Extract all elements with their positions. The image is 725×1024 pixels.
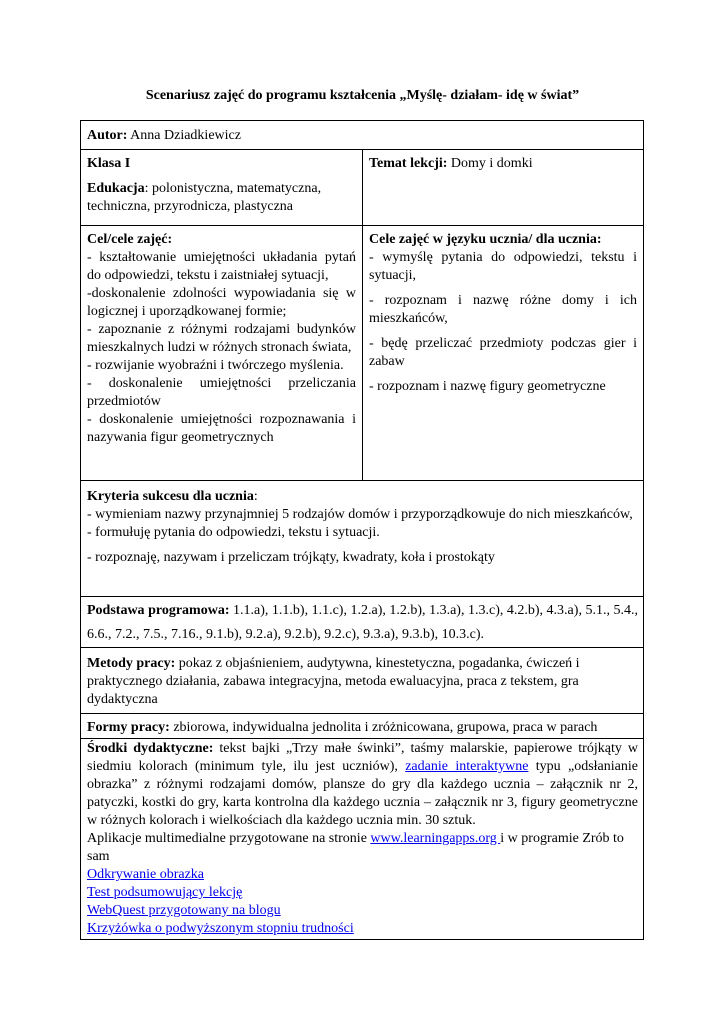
student-goal-item: - wymyślę pytania do odpowiedzi, tekstu i sytuacji, <box>369 250 637 283</box>
criteria-row <box>81 480 643 596</box>
summary-test-link[interactable]: Test podsumowujący lekcję <box>87 885 243 900</box>
goal-item: - doskonalenie umiejętności rozpoznawania i nazywania figur geometrycznych <box>87 412 356 445</box>
student-goals-cell <box>363 226 643 480</box>
resources-label: Środki dydaktyczne: <box>87 741 214 756</box>
topic-cell <box>363 150 643 225</box>
author-name: Anna Dziadkiewicz <box>130 128 241 143</box>
education-label: Edukacja <box>87 181 145 196</box>
curriculum-value: 1.1.a), 1.1.b), 1.1.c), 1.2.a), 1.2.b), 1.3.a), 1.3.c), 4.2.b), 4.3.a), 5.1., 5.4., 6.6., 7.2., 7.5., 7.16., 9.1.b), 9.2.a), 9.2.b), 9.2.c), 9.3.a), 9.3.b), 10.3.c). <box>87 603 638 642</box>
learningapps-link[interactable]: www.learningapps.org <box>370 831 501 846</box>
methods-row <box>81 647 643 713</box>
goal-item: -doskonalenie zdolności wypowiadania się w logicznej i uporządkowanej formie; <box>87 286 356 319</box>
class-cell <box>81 150 363 225</box>
curriculum-label: Podstawa programowa: <box>87 603 230 618</box>
apps-text <box>87 830 638 866</box>
education-text <box>87 180 356 216</box>
curriculum-row <box>81 596 643 647</box>
student-goal-item: - rozpoznam i nazwę figury geometryczne <box>369 379 606 394</box>
goal-item: - doskonalenie umiejętności przeliczania przedmiotów <box>87 376 356 409</box>
discover-picture-link[interactable]: Odkrywanie obrazka <box>87 867 205 882</box>
webquest-link[interactable]: WebQuest przygotowany na blogu <box>87 903 281 918</box>
methods-value: pokaz z objaśnieniem, audytywna, kinestetyczna, pogadanka, ćwiczeń i praktycznego działania, zabawa integracyjna, metoda ewaluacyjna, praca z tekstem, gra dydaktyczna <box>87 656 580 707</box>
crossword-link[interactable]: Krzyżówka o podwyższonym stopniu trudności <box>87 921 354 936</box>
goals-cell <box>81 226 363 480</box>
resources-row <box>81 738 643 939</box>
criteria-item: - wymieniam nazwy przynajmniej 5 rodzajów domów i przyporządkowuje do nich mieszkańców, <box>87 507 633 522</box>
forms-value: zbiorowa, indywidualna jednolita i zróżnicowana, grupowa, praca w parach <box>169 720 598 735</box>
author-label: Autor: <box>87 128 128 143</box>
resources-text <box>87 740 638 830</box>
author-row <box>81 121 643 149</box>
scenario-table <box>80 120 644 940</box>
class-topic-row <box>81 149 643 225</box>
student-goal-item: - będę przeliczać przedmioty podczas gier i zabaw <box>369 336 637 369</box>
class-label: Klasa I <box>87 156 131 171</box>
criteria-item: - rozpoznaję, nazywam i przeliczam trójkąty, kwadraty, koła i prostokąty <box>87 550 495 565</box>
goal-item: - rozwijanie wyobraźni i twórczego myślenia. <box>87 358 344 373</box>
interactive-task-link[interactable]: zadanie interaktywne <box>405 759 529 774</box>
topic-value: Domy i domki <box>450 156 533 171</box>
apps-text-part: Aplikacje multimedialne przygotowane na stronie <box>87 831 371 846</box>
goals-row <box>81 225 643 480</box>
topic-label: Temat lekcji: <box>369 156 448 171</box>
goals-label: Cel/cele zajęć: <box>87 232 173 247</box>
criteria-label: Kryteria sukcesu dla ucznia <box>87 489 254 504</box>
resources-text-part: typu „odsłanianie obrazka” z różnymi rodzajami domów, plansze do gry dla każdego ucznia – załącznik nr 2, patyczki, kostki do gry, karta kontrolna dla każdego ucznia – załącznik nr 3, figury geometryczne w różnych kolorach i wielkościach dla każdego ucznia min. 30 sztuk. <box>87 759 638 828</box>
forms-label: Formy pracy: <box>87 720 170 735</box>
criteria-item: - formułuję pytania do odpowiedzi, tekstu i sytuacji. <box>87 525 380 540</box>
forms-row <box>81 713 643 738</box>
document-title: Scenariusz zajęć do programu kształcenia „Myślę- działam- idę w świat” <box>145 88 580 103</box>
student-goals-label: Cele zajęć w języku ucznia/ dla ucznia: <box>369 232 602 247</box>
criteria-colon: : <box>253 489 258 504</box>
goal-item: - kształtowanie umiejętności układania pytań do odpowiedzi, tekstu i zaistniałej sytuacji, <box>87 250 356 283</box>
apps-text-part: i w programie Zrób to sam <box>87 831 624 864</box>
goal-item: - zapoznanie z różnymi rodzajami budynków mieszkalnych ludzi w różnych stronach świata, <box>87 322 356 355</box>
methods-label: Metody pracy: <box>87 656 176 671</box>
resources-text-part: tekst bajki „Trzy małe świnki”, taśmy malarskie, papierowe trójkąty w siedmiu kolorach (minimum tyle, ilu jest uczniów), <box>87 741 638 774</box>
criteria-heading <box>87 488 638 506</box>
education-value: : polonistyczna, matematyczna, techniczna, przyrodnicza, plastyczna <box>87 181 322 214</box>
student-goal-item: - rozpoznam i nazwę różne domy i ich mieszkańców, <box>369 293 637 326</box>
